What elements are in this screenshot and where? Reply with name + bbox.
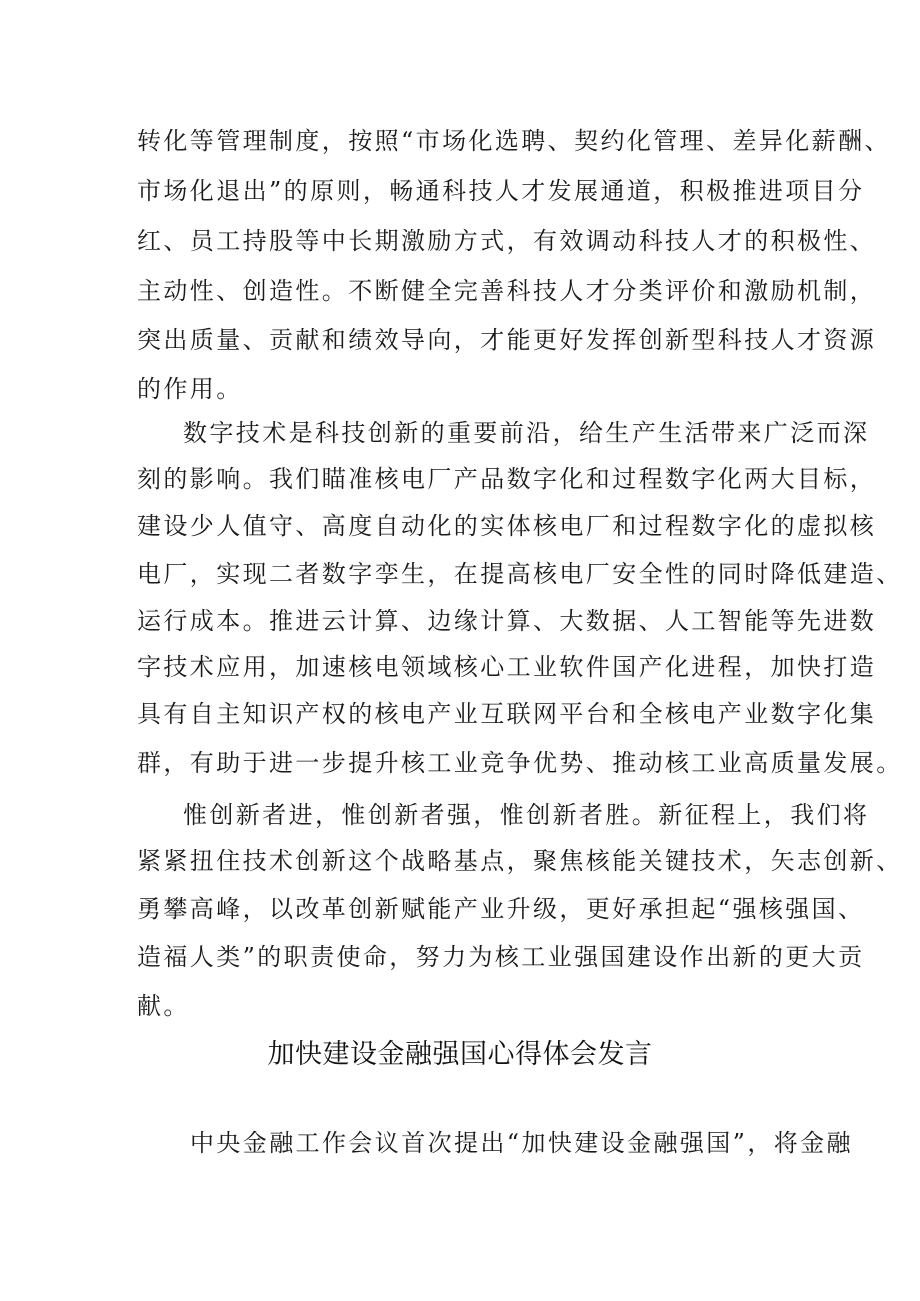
text-line: 的作用。 xyxy=(137,375,243,403)
text-line: 主动性、创造性。不断健全完善科技人才分类评价和激励机制， xyxy=(137,277,877,305)
text-line: 具有自主知识产权的核电产业互联网平台和全核电产业数字化集 xyxy=(137,700,877,728)
text-line: 转化等管理制度，按照“市场化选聘、契约化管理、差异化薪酬、 xyxy=(137,127,891,155)
text-line: 红、员工持股等中长期激励方式，有效调动科技人才的积极性、 xyxy=(137,227,877,255)
section-title: 加快建设金融强国心得体会发言 xyxy=(267,1039,653,1070)
text-line: 建设少人值守、高度自动化的实体核电厂和过程数字化的虚拟核 xyxy=(137,512,877,540)
text-line: 中央金融工作会议首次提出“加快建设金融强国”，将金融 xyxy=(190,1129,853,1157)
text-line: 运行成本。推进云计算、边缘计算、大数据、人工智能等先进数 xyxy=(137,607,877,635)
text-line: 刻的影响。我们瞄准核电厂产品数字化和过程数字化两大目标， xyxy=(137,465,877,493)
text-line: 造福人类”的职责使命，努力为核工业强国建设作出新的更大贡 xyxy=(137,943,865,971)
text-line: 字技术应用，加速核电领域核心工业软件国产化进程，加快打造 xyxy=(137,653,877,681)
text-line: 献。 xyxy=(137,992,190,1020)
text-line: 突出质量、贡献和绩效导向，才能更好发挥创新型科技人才资源 xyxy=(137,326,877,354)
text-line: 群，有助于进一步提升核工业竞争优势、推动核工业高质量发展。 xyxy=(137,749,903,777)
text-line: 数字技术是科技创新的重要前沿，给生产生活带来广泛而深 xyxy=(183,419,870,447)
text-line: 勇攀高峰，以改革创新赋能产业升级，更好承担起“强核强国、 xyxy=(137,895,865,923)
text-line: 紧紧扭住技术创新这个战略基点，聚焦核能关键技术，矢志创新、 xyxy=(137,847,903,875)
text-line: 市场化退出”的原则，畅通科技人才发展通道，积极推进项目分 xyxy=(137,177,865,205)
text-line: 惟创新者进，惟创新者强，惟创新者胜。新征程上，我们将 xyxy=(183,801,870,829)
text-line: 电厂，实现二者数字孪生，在提高核电厂安全性的同时降低建造、 xyxy=(137,560,903,588)
